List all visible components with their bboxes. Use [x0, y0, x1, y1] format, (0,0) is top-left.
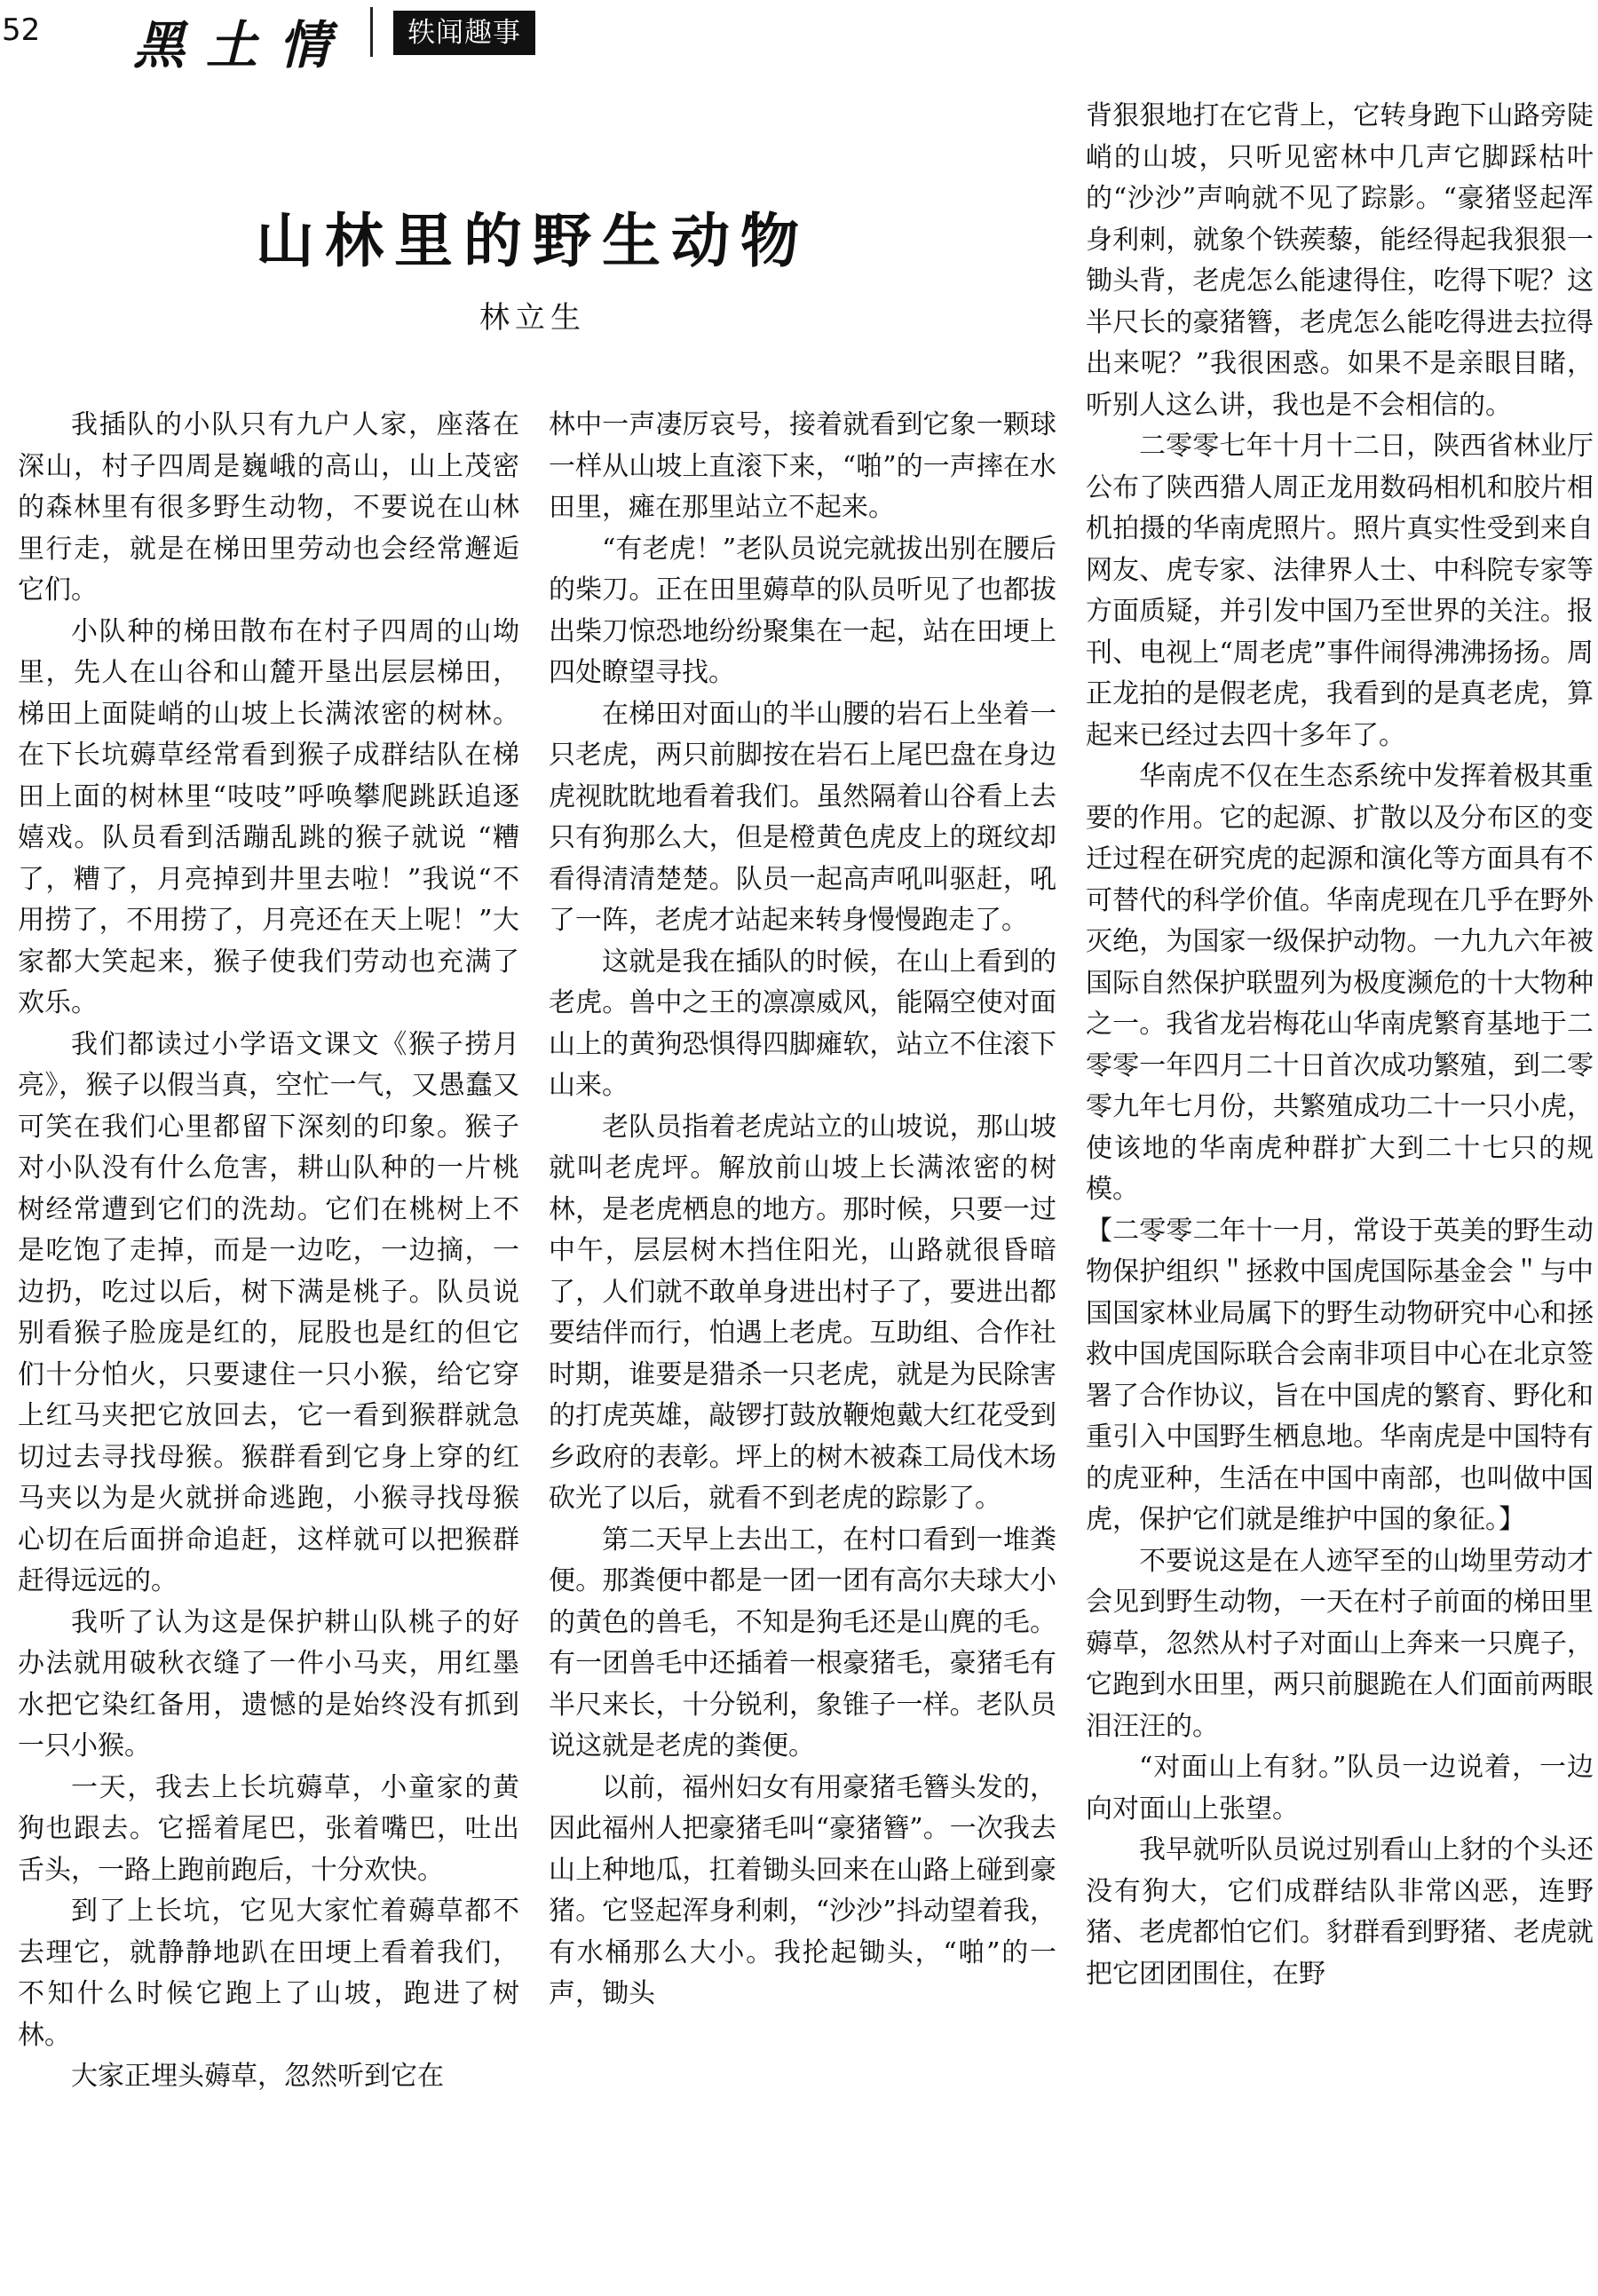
paragraph: “有老虎！”老队员说完就拔出别在腰后的柴刀。正在田里薅草的队员听见了也都拔出柴刀惊恐地纷纷聚集在一起，站在田埂上四处瞭望寻找。 [549, 533, 1056, 688]
paragraph: 小队种的梯田散布在村子四周的山坳里，先人在山谷和山麓开垦出层层梯田，梯田上面陡峭的山坡上长满浓密的树林。在下长坑薅草经常看到猴子成群结队在梯田上面的树林里“吱吱”呼唤攀爬跳跃追逐嬉戏。队员看到活蹦乱跳的猴子就说 “糟了，糟了，月亮掉到井里去啦！”我说“不用捞了，不用捞了，月亮还在天上呢！”大家都大笑起来，猴子使我们劳动也充满了欢乐。 [18, 615, 519, 1018]
paragraph: 以前，福州妇女有用豪猪毛簪头发的，因此福州人把豪猪毛叫“豪猪簪”。一次我去山上种地瓜，扛着锄头回来在山路上碰到豪猪。它竖起浑身利刺，“沙沙”抖动望着我，有水桶那么大小。我抡起锄头，“啪”的一声，锄头 [549, 1771, 1056, 2009]
paragraph: 老队员指着老虎站立的山坡说，那山坡就叫老虎坪。解放前山坡上长满浓密的树林，是老虎栖息的地方。那时候，只要一过中午，层层树木挡住阳光，山路就很昏暗了，人们就不敢单身进出村子了，要进出都要结伴而行，怕遇上老虎。互助组、合作社时期，谁要是猎杀一只老虎，就是为民除害的打虎英雄，敲锣打鼓放鞭炮戴大红花受到乡政府的表彰。坪上的树木被森工局伐木场砍光了以后，就看不到老虎的踪影了。 [549, 1111, 1056, 1514]
paragraph: 我插队的小队只有九户人家，座落在深山，村子四周是巍峨的高山，山上茂密的森林里有很多野生动物，不要说在山林里行走，就是在梯田里劳动也会经常邂逅它们。 [18, 409, 519, 606]
paragraph: 【二零零二年十一月，常设于英美的野生动物保护组织＂拯救中国虎国际基金会＂与中国国家林业局属下的野生动物研究中心和拯救中国虎国际联合会南非项目中心在北京签署了合作协议，旨在中国虎的繁育、野化和重引入中国野生栖息地。华南虎是中国特有的虎亚种，生活在中国中南部，也叫做中国虎，保护它们就是维护中国的象征。】 [1086, 1215, 1594, 1535]
paragraph: “对面山上有豺。”队员一边说着，一边向对面山上张望。 [1086, 1752, 1594, 1825]
paragraph: 背狠狠地打在它背上，它转身跑下山路旁陡峭的山坡，只听见密林中几声它脚踩枯叶的“沙沙”声响就不见了踪影。“豪猪竖起浑身利刺，就象个铁蒺藜，能经得起我狠狠一锄头背，老虎怎么能逮得住，吃得下呢？这半尺长的豪猪簪，老虎怎么能吃得进去拉得出来呢？”我很困惑。如果不是亲眼目睹，听别人这么讲，我也是不会相信的。 [1086, 100, 1594, 421]
paragraph: 到了上长坑，它见大家忙着薅草都不去理它，就静静地趴在田埂上看着我们，不知什么时候它跑上了山坡，跑进了树林。 [18, 1896, 519, 2051]
paragraph: 华南虎不仅在生态系统中发挥着极其重要的作用。它的起源、扩散以及分布区的变迁过程在研究虎的起源和演化等方面具有不可替代的科学价值。华南虎现在几乎在野外灭绝，为国家一级保护动物。一九九六年被国际自然保护联盟列为极度濒危的十大物种之一。我省龙岩梅花山华南虎繁育基地于二零零一年四月二十日首次成功繁殖，到二零零九年七月份，共繁殖成功二十一只小虎，使该地的华南虎种群扩大到二十七只的规模。 [1086, 761, 1594, 1205]
paragraph: 一天，我去上长坑薅草，小童家的黄狗也跟去。它摇着尾巴，张着嘴巴，吐出舌头，一路上跑前跑后，十分欢快。 [18, 1771, 519, 1886]
magazine-logo: 黑土情 [133, 15, 352, 75]
paragraph: 第二天早上去出工，在村口看到一堆粪便。那粪便中都是一团一团有高尔夫球大小的黄色的兽毛，不知是狗毛还是山麂的毛。有一团兽毛中还插着一根豪猪毛，豪猪毛有半尺来长，十分锐利，象锥子一样。老队员说这就是老虎的粪便。 [549, 1524, 1056, 1762]
article-title: 山林里的野生动物 [256, 207, 810, 275]
text-column-2 [549, 405, 1056, 2296]
paragraph: 不要说这是在人迹罕至的山坳里劳动才会见到野生动物，一天在村子前面的梯田里薅草，忽然从村子对面山上奔来一只麂子，它跑到水田里，两只前腿跪在人们面前两眼泪汪汪的。 [1086, 1545, 1594, 1742]
paragraph: 大家正埋头薅草，忽然听到它在 [71, 2061, 444, 2092]
text-column-3 [1086, 96, 1594, 2296]
page-number: 52 [2, 12, 41, 48]
paragraph: 在梯田对面山的半山腰的岩石上坐着一只老虎，两只前脚按在岩石上尾巴盘在身边虎视眈眈地看着我们。虽然隔着山谷看上去只有狗那么大，但是橙黄色虎皮上的斑纹却看得清清楚楚。队员一起高声吼叫驱赶，吼了一阵，老虎才站起来转身慢慢跑走了。 [549, 698, 1056, 936]
paragraph: 我早就听队员说过别看山上豺的个头还没有狗大，它们成群结队非常凶恶，连野猪、老虎都怕它们。豺群看到野猪、老虎就把它团团围住，在野 [1086, 1834, 1594, 1990]
paragraph: 二零零七年十月十二日，陕西省林业厅公布了陕西猎人周正龙用数码相机和胶片相机拍摄的华南虎照片。照片真实性受到来自网友、虎专家、法律界人士、中科院专家等方面质疑，并引发中国乃至世界的关注。报刊、电视上“周老虎”事件闹得沸沸扬扬。周正龙拍的是假老虎，我看到的是真老虎，算起来已经过去四十多年了。 [1086, 431, 1594, 751]
column-tag: 轶闻趣事 [393, 11, 535, 55]
paragraph: 我听了认为这是保护耕山队桃子的好办法就用破秋衣缝了一件小马夹，用红墨水把它染红备用，遗憾的是始终没有抓到一只小猴。 [18, 1606, 519, 1762]
paragraph: 林中一声凄厉哀号，接着就看到它象一颗球一样从山坡上直滚下来，“啪”的一声摔在水田里，瘫在那里站立不起来。 [549, 409, 1056, 523]
text-column-1 [18, 405, 519, 2296]
page-header [0, 0, 1598, 75]
article-author: 林立生 [479, 300, 586, 336]
paragraph: 这就是我在插队的时候，在山上看到的老虎。兽中之王的凛凛威风，能隔空使对面山上的黄狗恐惧得四脚瘫软，站立不住滚下山来。 [549, 946, 1056, 1101]
paragraph: 我们都读过小学语文课文《猴子捞月亮》，猴子以假当真，空忙一气，又愚蠢又可笑在我们心里都留下深刻的印象。猴子对小队没有什么危害，耕山队种的一片桃树经常遭到它们的洗劫。它们在桃树上不是吃饱了走掉，而是一边吃，一边摘，一边扔，吃过以后，树下满是桃子。队员说别看猴子脸庞是红的，屁股也是红的但它们十分怕火，只要逮住一只小猴，给它穿上红马夹把它放回去，它一看到猴群就急切过去寻找母猴。猴群看到它身上穿的红马夹以为是火就拼命逃跑，小猴寻找母猴心切在后面拼命追赶，这样就可以把猴群赶得远远的。 [18, 1028, 519, 1596]
header-divider [370, 7, 373, 57]
